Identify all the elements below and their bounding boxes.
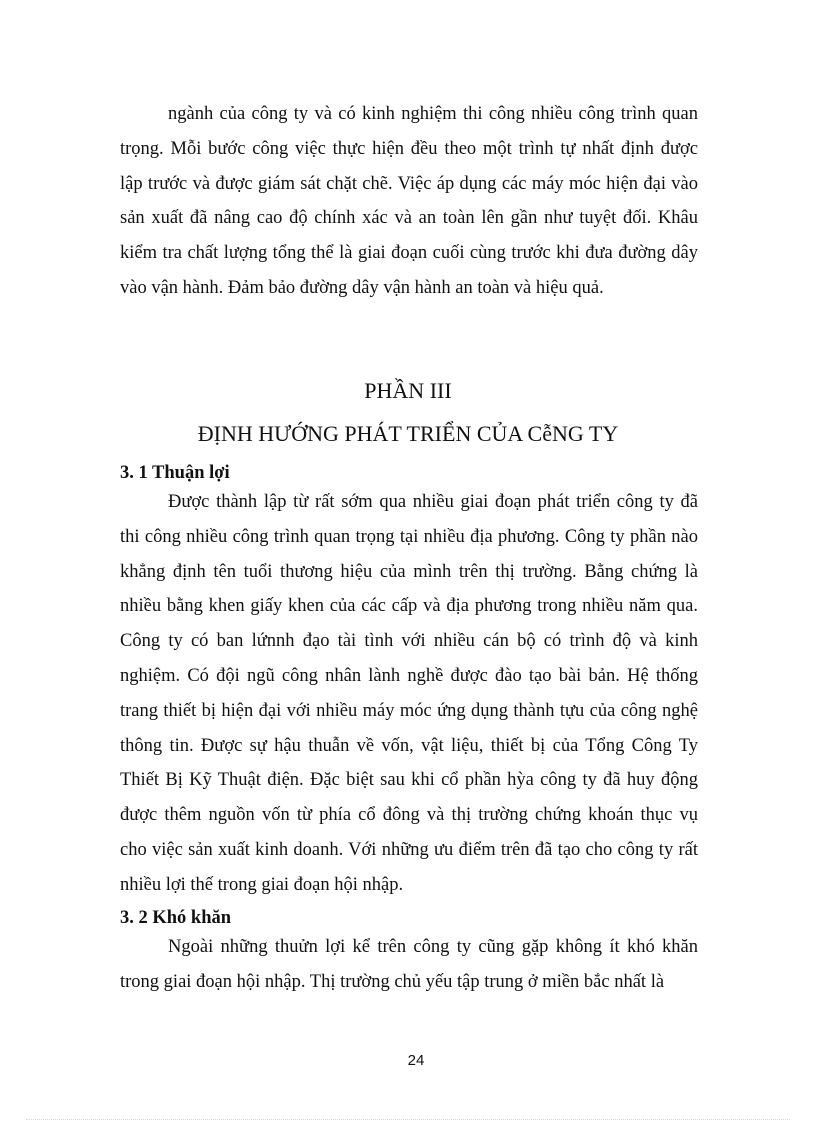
paragraph-line: kiểm tra chất lượng tổng thể là giai đoạn cuối cùng trước khi đưa đường dây <box>120 243 698 264</box>
part-subtitle: ĐỊNH HƯỚNG PHÁT TRIỂN CỦA CễNG TY <box>197 421 619 446</box>
paragraph-line: Ngoài những thuửn lợi kể trên công ty cũng gặp không ít khó khăn <box>168 937 698 957</box>
page-number: 24 <box>407 1052 425 1069</box>
paragraph-line: Công ty có ban lứnnh đạo tài tình với nhiều cán bộ có trình độ và kinh <box>120 631 698 652</box>
footer-divider <box>26 1119 790 1120</box>
intro-paragraph <box>120 97 698 306</box>
difficulties-paragraph <box>120 930 698 1000</box>
paragraph-line: Được thành lập từ rất sớm qua nhiều giai đoạn phát triển công ty đã <box>168 492 698 512</box>
paragraph-line: Thiết Bị Kỹ Thuật điện. Đặc biệt sau khi cổ phần hỳa công ty đã huy động <box>120 770 698 791</box>
paragraph-line: thi công nhiều công trình quan trọng tại nhiều địa phương. Công ty phần nào <box>120 526 698 547</box>
part-title: PHẦN III <box>364 378 452 403</box>
paragraph-line: ngành của công ty và có kinh nghiệm thi công nhiều công trình quan <box>168 104 698 124</box>
paragraph-line: sản xuất đã nâng cao độ chính xác và an toàn lên gần như tuyệt đối. Khâu <box>120 208 698 229</box>
paragraph-line: nhiều lợi thế trong giai đoạn hội nhập. <box>120 874 404 895</box>
paragraph-line: thông tin. Được sự hậu thuẫn về vốn, vật liệu, thiết bị của Tổng Công Ty <box>120 735 698 756</box>
section-heading-difficulties: 3. 2 Khó khăn <box>120 908 232 928</box>
paragraph-line: lập trước và được giám sát chặt chẽ. Việc áp dụng các máy móc hiện đại vào <box>120 173 698 194</box>
paragraph-line: khẳng định tên tuổi thương hiệu của mình trên thị trường. Bằng chứng là <box>120 561 698 582</box>
paragraph-line: trong giai đoạn hội nhập. Thị trường chủ yếu tập trung ở miền bắc nhất là <box>120 971 665 992</box>
advantages-paragraph <box>120 485 698 903</box>
paragraph-line: cho việc sản xuất kinh doanh. Với những ưu điểm trên đã tạo cho công ty rất <box>120 839 698 860</box>
paragraph-line: được thêm nguồn vốn từ phía cổ đông và thị trường chứng khoán thục vụ <box>120 805 698 826</box>
section-heading-advantages: 3. 1 Thuận lợi <box>120 463 230 483</box>
paragraph-line: trang thiết bị hiện đại với nhiều máy móc ứng dụng thành tựu của công nghệ <box>120 700 698 721</box>
paragraph-line: nhiều bằng khen giấy khen của các cấp và địa phương trong nhiều năm qua. <box>120 596 698 617</box>
paragraph-line: trọng. Mỗi bước công việc thực hiện đều theo một trình tự nhất định được <box>120 138 698 159</box>
paragraph-line: vào vận hành. Đảm bảo đường dây vận hành an toàn và hiệu quả. <box>120 277 604 298</box>
paragraph-line: nghiệm. Có đội ngũ công nhân lành nghề được đào tạo bài bản. Hệ thống <box>120 665 698 686</box>
